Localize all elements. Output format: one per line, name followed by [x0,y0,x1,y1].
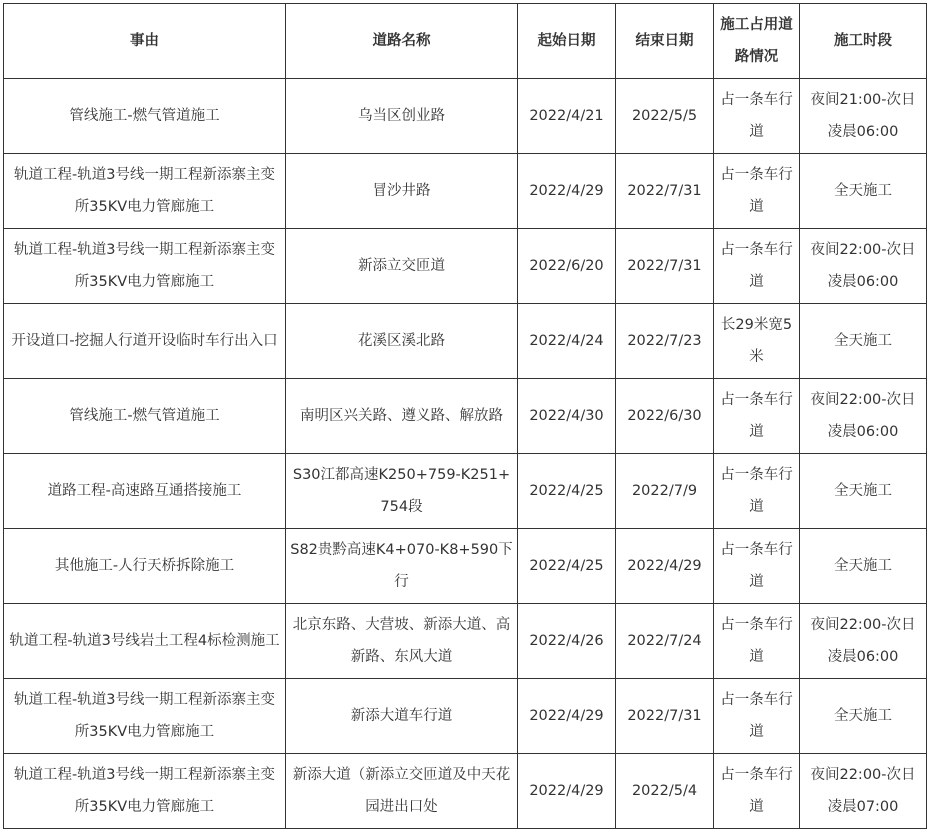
table-row [4,79,927,154]
cell-road-occupancy: 占一条车行道 [714,754,800,829]
cell-road-occupancy: 占一条车行道 [714,379,800,454]
cell-road-name: 南明区兴关路、遵义路、解放路 [286,379,518,454]
cell-end-date: 2022/7/23 [616,304,714,379]
cell-road-occupancy: 占一条车行道 [714,604,800,679]
header-work-period: 施工时段 [800,4,927,79]
header-reason: 事由 [4,4,286,79]
cell-reason: 轨道工程-轨道3号线一期工程新添寨主变所35KV电力管廊施工 [4,154,286,229]
cell-work-period: 全天施工 [800,154,927,229]
table-row [4,454,927,529]
cell-road-name: 冒沙井路 [286,154,518,229]
table-row [4,229,927,304]
cell-reason: 开设道口-挖掘人行道开设临时车行出入口 [4,304,286,379]
cell-start-date: 2022/4/29 [518,154,616,229]
header-road-occupancy: 施工占用道路情况 [714,4,800,79]
cell-reason: 管线施工-燃气管道施工 [4,79,286,154]
cell-start-date: 2022/4/29 [518,679,616,754]
table-row [4,679,927,754]
header-end-date: 结束日期 [616,4,714,79]
header-row [4,4,927,79]
cell-reason: 轨道工程-轨道3号线一期工程新添寨主变所35KV电力管廊施工 [4,754,286,829]
cell-work-period: 夜间22:00-次日凌晨06:00 [800,379,927,454]
cell-road-occupancy: 长29米宽5米 [714,304,800,379]
cell-reason: 轨道工程-轨道3号线一期工程新添寨主变所35KV电力管廊施工 [4,679,286,754]
cell-end-date: 2022/7/31 [616,154,714,229]
roadwork-table [3,3,927,829]
cell-reason: 道路工程-高速路互通搭接施工 [4,454,286,529]
table-row [4,754,927,829]
table-row [4,304,927,379]
cell-start-date: 2022/4/25 [518,454,616,529]
cell-end-date: 2022/7/31 [616,229,714,304]
cell-road-name: 花溪区溪北路 [286,304,518,379]
cell-start-date: 2022/4/30 [518,379,616,454]
cell-work-period: 夜间22:00-次日凌晨06:00 [800,229,927,304]
cell-road-occupancy: 占一条车行道 [714,154,800,229]
cell-work-period: 全天施工 [800,304,927,379]
cell-road-name: 乌当区创业路 [286,79,518,154]
cell-work-period: 夜间22:00-次日凌晨07:00 [800,754,927,829]
cell-work-period: 全天施工 [800,454,927,529]
cell-start-date: 2022/4/21 [518,79,616,154]
cell-work-period: 全天施工 [800,529,927,604]
cell-start-date: 2022/4/26 [518,604,616,679]
cell-work-period: 夜间21:00-次日凌晨06:00 [800,79,927,154]
cell-start-date: 2022/4/29 [518,754,616,829]
cell-end-date: 2022/7/24 [616,604,714,679]
cell-end-date: 2022/7/31 [616,679,714,754]
cell-road-occupancy: 占一条车行道 [714,679,800,754]
header-start-date: 起始日期 [518,4,616,79]
cell-road-name: 新添大道（新添立交匝道及中天花园进出口处 [286,754,518,829]
cell-reason: 管线施工-燃气管道施工 [4,379,286,454]
cell-work-period: 夜间22:00-次日凌晨06:00 [800,604,927,679]
cell-road-name: 北京东路、大营坡、新添大道、高新路、东风大道 [286,604,518,679]
cell-end-date: 2022/5/4 [616,754,714,829]
cell-road-occupancy: 占一条车行道 [714,229,800,304]
table-row [4,529,927,604]
cell-road-name: 新添大道车行道 [286,679,518,754]
cell-end-date: 2022/6/30 [616,379,714,454]
cell-road-name: 新添立交匝道 [286,229,518,304]
cell-reason: 轨道工程-轨道3号线岩土工程4标检测施工 [4,604,286,679]
cell-work-period: 全天施工 [800,679,927,754]
header-road-name: 道路名称 [286,4,518,79]
cell-end-date: 2022/5/5 [616,79,714,154]
cell-end-date: 2022/4/29 [616,529,714,604]
table-row [4,604,927,679]
cell-road-name: S30江都高速K250+759-K251+754段 [286,454,518,529]
cell-start-date: 2022/4/24 [518,304,616,379]
cell-road-occupancy: 占一条车行道 [714,454,800,529]
cell-start-date: 2022/4/25 [518,529,616,604]
table-row [4,379,927,454]
cell-reason: 其他施工-人行天桥拆除施工 [4,529,286,604]
cell-road-occupancy: 占一条车行道 [714,79,800,154]
cell-road-occupancy: 占一条车行道 [714,529,800,604]
table-row [4,154,927,229]
table-header [4,4,927,79]
cell-start-date: 2022/6/20 [518,229,616,304]
cell-end-date: 2022/7/9 [616,454,714,529]
cell-road-name: S82贵黔高速K4+070-K8+590下行 [286,529,518,604]
table-body [4,79,927,829]
cell-reason: 轨道工程-轨道3号线一期工程新添寨主变所35KV电力管廊施工 [4,229,286,304]
